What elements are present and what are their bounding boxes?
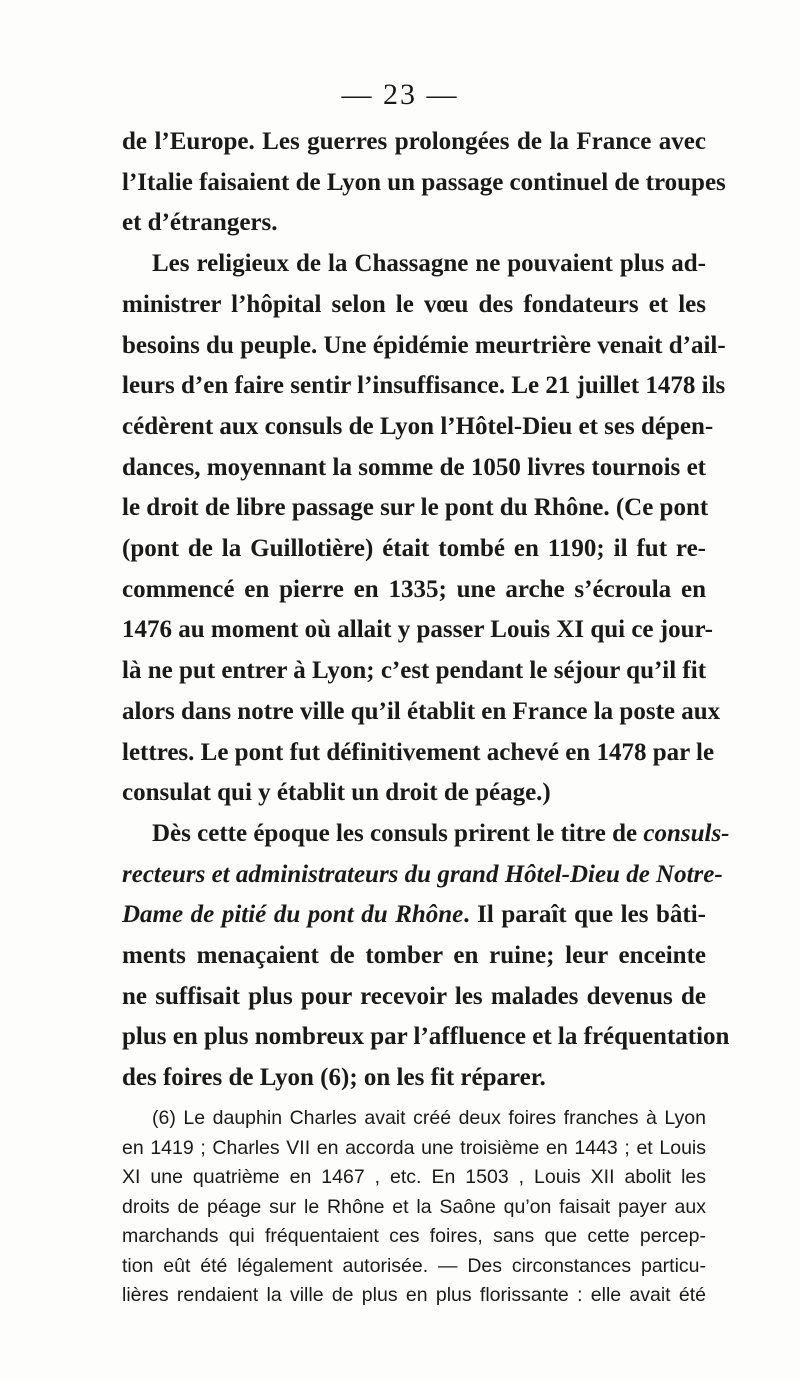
text-line: ministrer l’hôpital selon le vœu des fondateurs et les bbox=[122, 290, 706, 318]
text-line: (pont de la Guillotière) était tombé en 1190; il fut re- bbox=[122, 535, 706, 563]
text-line: ne suffisait plus pour recevoir les malades devenus de bbox=[122, 982, 706, 1010]
text-line bbox=[122, 814, 730, 855]
text-line: ments menaçaient de tomber en ruine; leur enceinte bbox=[122, 942, 706, 970]
text-line: l’Italie faisaient de Lyon un passage continuel de troupes bbox=[122, 168, 726, 196]
footnote-line: en 1419 ; Charles VII en accorda une troisième en 1443 ; et Louis bbox=[122, 1136, 706, 1159]
italic-title-line: recteurs et administrateurs du grand Hôtel-Dieu de Notre- bbox=[122, 860, 723, 888]
text-line: et d’étrangers. bbox=[122, 209, 278, 237]
text-line: commencé en pierre en 1335; une arche s’écroula en bbox=[122, 575, 706, 603]
text-line: des foires de Lyon (6); on les fit réparer. bbox=[122, 1064, 546, 1092]
text-line: le droit de libre passage sur le pont du Rhône. (Ce pont bbox=[122, 494, 709, 522]
footnote-line: lières rendaient la ville de plus en plus florissante : elle avait été bbox=[122, 1284, 706, 1306]
footnote-line: tion eût été légalement autorisée. — Des circonstances particu- bbox=[122, 1254, 706, 1277]
text-line: leurs d’en faire sentir l’insuffisance. Le 21 juillet 1478 ils bbox=[122, 372, 726, 400]
italic-title-run: consuls- bbox=[643, 819, 730, 847]
page-number: — 23 — bbox=[341, 78, 459, 111]
text-run: . Il paraît que les bâti- bbox=[463, 901, 706, 929]
footnote-line: (6) Le dauphin Charles avait créé deux foires franches à Lyon bbox=[152, 1107, 706, 1129]
footnote-line: marchands qui fréquentaient ces foires, sans que cette percep- bbox=[122, 1225, 706, 1247]
text-line: 1476 au moment où allait y passer Louis XI qui ce jour- bbox=[122, 616, 714, 644]
italic-title-run: Dame de pitié du pont du Rhône bbox=[122, 901, 464, 929]
footnote-line: droits de péage sur le Rhône et la Saône qu’on faisait payer aux bbox=[122, 1195, 706, 1218]
text-line: cédèrent aux consuls de Lyon l’Hôtel-Dieu et ses dépen- bbox=[122, 412, 714, 440]
main-text bbox=[122, 122, 730, 1099]
text-line: alors dans notre ville qu’il établit en France la poste aux bbox=[122, 697, 721, 725]
text-line: besoins du peuple. Une épidémie meurtrière venait d’ail- bbox=[122, 331, 726, 359]
text-line bbox=[122, 895, 706, 936]
text-run: Dès cette époque les consuls prirent le titre de bbox=[152, 819, 644, 847]
text-line: de l’Europe. Les guerres prolongées de la France avec bbox=[122, 128, 706, 155]
footnote-line: XI une quatrième en 1467 , etc. En 1503 , Louis XII abolit les bbox=[122, 1166, 706, 1188]
footnote bbox=[122, 1104, 706, 1311]
text-line: Les religieux de la Chassagne ne pouvaient plus ad- bbox=[152, 250, 706, 278]
text-line: consulat qui y établit un droit de péage.) bbox=[122, 779, 551, 807]
text-line: lettres. Le pont fut définitivement achevé en 1478 par le bbox=[122, 738, 715, 766]
text-line: dances, moyennant la somme de 1050 livres tournois et bbox=[122, 453, 706, 481]
text-line: plus en plus nombreux par l’affluence et la fréquentation bbox=[122, 1023, 730, 1051]
text-line: là ne put entrer à Lyon; c’est pendant le séjour qu’il fit bbox=[122, 657, 707, 685]
